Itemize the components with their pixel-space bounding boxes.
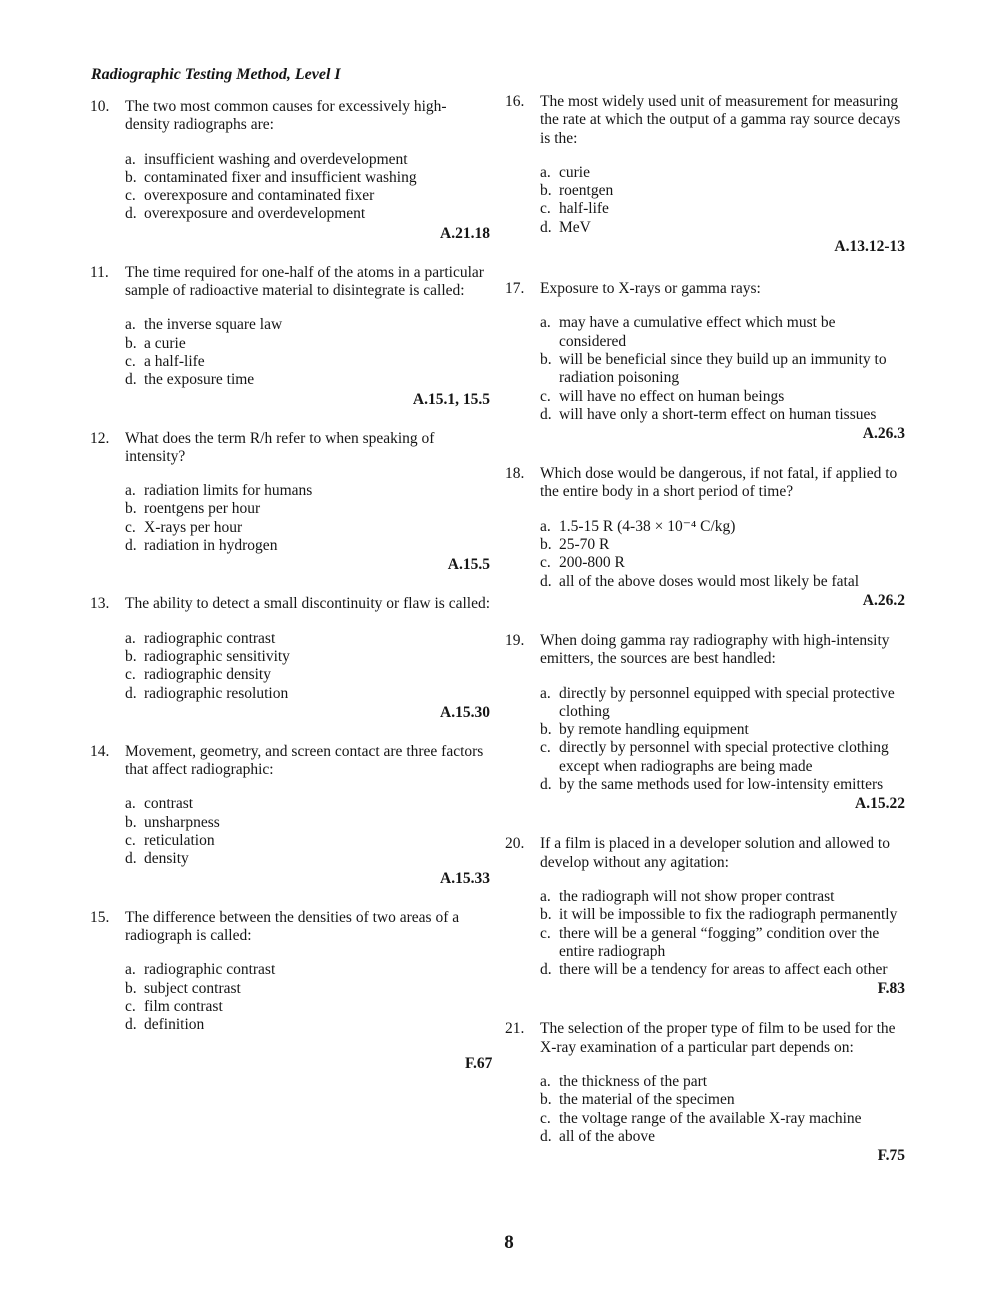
question-number: 10. — [90, 98, 110, 115]
option-letter: b. — [125, 334, 137, 352]
question-block — [505, 1020, 905, 1165]
option-letter: c. — [125, 518, 136, 536]
option-letter: d. — [125, 371, 137, 389]
question-text: Which dose would be dangerous, if not fatal, if applied to the entire body in a short period of time? — [540, 465, 898, 501]
question-block — [505, 465, 905, 610]
answer-option — [540, 573, 905, 591]
option-text: definition — [144, 1016, 205, 1034]
option-text: radiographic sensitivity — [144, 647, 290, 665]
question-text: The most widely used unit of measurement for measuring the rate at which the output of a gamma ray source decays is the: — [540, 93, 901, 147]
option-text: 25-70 R — [559, 536, 610, 554]
option-letter: a. — [125, 629, 136, 647]
answer-option — [125, 187, 490, 205]
answer-option — [125, 980, 490, 998]
option-letter: a. — [125, 482, 136, 500]
option-text: a half-life — [144, 352, 205, 370]
option-text: by the same methods used for low-intensity emitters — [559, 776, 884, 794]
question-text: The two most common causes for excessively high-density radiographs are: — [125, 98, 447, 134]
answer-option — [125, 482, 490, 500]
option-letter: d. — [540, 572, 552, 590]
option-letter: c. — [540, 739, 551, 757]
option-text: 1.5-15 R (4-38 × 10⁻⁴ C/kg) — [559, 517, 736, 535]
page-number: 8 — [504, 1232, 514, 1253]
question-number: 20. — [505, 835, 525, 853]
option-text: subject contrast — [144, 979, 241, 997]
answer-reference: F.83 — [877, 980, 905, 998]
option-text: will be beneficial since they build up an immunity to radiation poisoning — [559, 350, 887, 387]
answer-reference: A.15.5 — [447, 556, 490, 574]
answer-option — [540, 739, 905, 776]
question-block — [90, 98, 490, 243]
option-letter: a. — [540, 887, 551, 905]
question-block — [90, 595, 490, 721]
question-block — [90, 909, 490, 1035]
option-letter: c. — [540, 924, 551, 942]
option-text: all of the above — [559, 1127, 655, 1145]
option-text: reticulation — [144, 832, 215, 850]
option-text: radiographic contrast — [144, 961, 276, 979]
right-column — [505, 93, 905, 1165]
option-text: insufficient washing and overdevelopment — [144, 150, 408, 168]
option-letter: b. — [125, 813, 137, 831]
question-number: 19. — [505, 631, 525, 649]
answer-option — [540, 685, 905, 722]
option-letter: a. — [540, 1072, 551, 1090]
option-text: density — [144, 850, 189, 868]
option-text: may have a cumulative effect which must be considered — [559, 314, 836, 350]
question-block — [90, 264, 490, 409]
answer-option — [125, 353, 490, 371]
answer-option — [125, 169, 490, 187]
option-letter: d. — [125, 205, 137, 223]
question-block — [505, 835, 905, 998]
answer-option — [540, 961, 905, 979]
answer-options — [90, 482, 490, 555]
option-text: radiographic resolution — [144, 684, 289, 702]
option-text: will have only a short-term effect on human tissues — [559, 405, 877, 423]
question-text: Exposure to X-rays or gamma rays: — [540, 280, 761, 298]
option-text: the radiograph will not show proper contrast — [559, 887, 835, 905]
question-text: If a film is placed in a developer solution and allowed to develop without any agitation: — [540, 835, 890, 871]
option-letter: a. — [540, 684, 551, 702]
option-text: contaminated fixer and insufficient washing — [144, 168, 417, 186]
option-text: roentgens per hour — [144, 500, 261, 518]
option-text: it will be impossible to fix the radiograph permanently — [559, 906, 898, 924]
option-text: there will be a tendency for areas to affect each other — [559, 961, 888, 979]
option-letter: a. — [125, 316, 136, 334]
answer-options — [90, 316, 490, 389]
question-block — [505, 632, 905, 813]
option-letter: a. — [125, 961, 136, 979]
answer-option — [125, 648, 490, 666]
question-text: The difference between the densities of two areas of a radiograph is called: — [125, 908, 460, 944]
question-number: 15. — [90, 908, 110, 926]
option-text: overexposure and contaminated fixer — [144, 187, 375, 205]
option-letter: c. — [540, 554, 551, 572]
option-text: a curie — [144, 334, 186, 352]
answer-reference: A.26.3 — [862, 425, 905, 443]
option-text: the thickness of the part — [559, 1072, 708, 1090]
question-number: 16. — [505, 93, 525, 110]
option-text: will have no effect on human beings — [559, 387, 785, 405]
option-letter: b. — [125, 168, 137, 186]
option-text: unsharpness — [144, 813, 220, 831]
option-text: curie — [559, 163, 590, 181]
question-block — [90, 430, 490, 575]
option-letter: b. — [540, 906, 552, 924]
option-text: by remote handling equipment — [559, 721, 749, 739]
option-text: directly by personnel with special protective clothing except when radiographs are being made — [559, 739, 889, 775]
question-number: 13. — [90, 595, 110, 613]
answer-option — [540, 1110, 905, 1128]
option-letter: a. — [540, 314, 551, 332]
answer-option — [540, 906, 905, 924]
option-letter: b. — [540, 536, 552, 554]
left-column — [90, 98, 490, 1034]
option-text: contrast — [144, 795, 194, 813]
option-letter: b. — [540, 1091, 552, 1109]
option-letter: d. — [125, 684, 137, 702]
answer-option — [125, 685, 490, 703]
question-text: Movement, geometry, and screen contact are three factors that affect radiographic: — [125, 742, 484, 779]
answer-option — [125, 832, 490, 850]
option-letter: c. — [540, 387, 551, 405]
answer-option — [540, 888, 905, 906]
question-number: 17. — [505, 280, 525, 298]
option-text: the inverse square law — [144, 316, 283, 334]
option-letter: c. — [125, 352, 136, 370]
answer-option — [125, 335, 490, 353]
answer-option — [125, 1016, 490, 1034]
answer-options — [90, 630, 490, 703]
answer-option — [125, 205, 490, 223]
answer-options — [505, 888, 905, 979]
answer-reference: A.26.2 — [862, 591, 905, 609]
answer-option — [540, 164, 905, 182]
answer-option — [540, 776, 905, 794]
option-letter: b. — [125, 979, 137, 997]
answer-option — [540, 536, 905, 554]
question-block — [505, 280, 905, 443]
answer-reference: A.15.30 — [440, 703, 490, 721]
question-number: 14. — [90, 742, 110, 760]
answer-option — [540, 518, 905, 536]
option-letter: b. — [125, 500, 137, 518]
answer-option — [540, 925, 905, 962]
answer-option — [125, 630, 490, 648]
option-text: radiographic density — [144, 666, 271, 684]
answer-option — [125, 500, 490, 518]
question-number: 21. — [505, 1020, 525, 1038]
answer-option — [540, 1073, 905, 1091]
answer-option — [540, 182, 905, 200]
option-text: roentgen — [559, 182, 614, 200]
option-text: the exposure time — [144, 371, 255, 389]
answer-reference: A.15.1, 15.5 — [412, 390, 490, 408]
option-letter: b. — [540, 182, 552, 200]
answer-options — [90, 795, 490, 868]
answer-option — [125, 151, 490, 169]
option-text: radiographic contrast — [144, 629, 276, 647]
option-text: half-life — [559, 200, 609, 218]
answer-options — [505, 1073, 905, 1146]
option-letter: d. — [540, 1127, 552, 1145]
option-text: X-rays per hour — [144, 518, 243, 536]
answer-option — [125, 998, 490, 1016]
answer-option — [540, 314, 905, 351]
answer-reference: A.13.12-13 — [834, 238, 905, 256]
option-text: radiation limits for humans — [144, 482, 313, 500]
option-letter: c. — [125, 187, 136, 205]
answer-option — [540, 1128, 905, 1146]
question-number: 11. — [90, 263, 109, 281]
question-text: The selection of the proper type of film to be used for the X-ray examination of a particular part depends on: — [540, 1020, 896, 1056]
answer-options — [90, 151, 490, 224]
option-letter: d. — [540, 405, 552, 423]
answer-option — [540, 406, 905, 424]
option-text: overexposure and overdevelopment — [144, 205, 366, 223]
answer-option — [125, 371, 490, 389]
option-letter: b. — [540, 721, 552, 739]
question-text: The time required for one-half of the atoms in a particular sample of radioactive material to disintegrate is called: — [125, 263, 484, 300]
option-letter: d. — [540, 776, 552, 794]
option-text: all of the above doses would most likely be fatal — [559, 572, 860, 590]
option-letter: b. — [125, 647, 137, 665]
answer-option — [125, 316, 490, 334]
question-text: When doing gamma ray radiography with high-intensity emitters, the sources are best handled: — [540, 631, 890, 668]
option-letter: d. — [125, 850, 137, 868]
option-letter: d. — [540, 961, 552, 979]
option-text: the material of the specimen — [559, 1091, 735, 1109]
option-letter: d. — [125, 1016, 137, 1034]
question-block — [90, 743, 490, 888]
answer-option — [540, 721, 905, 739]
option-letter: a. — [125, 150, 136, 168]
option-text: radiation in hydrogen — [144, 537, 278, 555]
option-letter: a. — [125, 795, 136, 813]
option-text: directly by personnel equipped with special protective clothing — [559, 684, 895, 720]
answer-option — [540, 388, 905, 406]
option-text: 200-800 R — [559, 554, 625, 572]
option-letter: c. — [540, 1109, 551, 1127]
option-text: the voltage range of the available X-ray machine — [559, 1109, 862, 1127]
question-text: What does the term R/h refer to when speaking of intensity? — [125, 429, 435, 465]
answer-option — [540, 1091, 905, 1109]
answer-option — [540, 219, 905, 237]
answer-option — [540, 351, 905, 388]
answer-option — [540, 200, 905, 218]
answer-reference: A.15.33 — [440, 869, 490, 887]
option-letter: c. — [125, 666, 136, 684]
answer-option — [125, 961, 490, 979]
option-text: film contrast — [144, 997, 223, 1015]
answer-options — [505, 314, 905, 424]
answer-options — [505, 164, 905, 237]
question-text: The ability to detect a small discontinuity or flaw is called: — [125, 595, 491, 613]
answer-option — [125, 537, 490, 555]
option-letter: a. — [540, 163, 551, 181]
answer-options — [505, 685, 905, 795]
option-letter: d. — [540, 218, 552, 236]
option-letter: c. — [125, 997, 136, 1015]
option-letter: c. — [540, 200, 551, 218]
question-block — [505, 93, 905, 256]
answer-options — [505, 518, 905, 591]
option-letter: b. — [540, 350, 552, 368]
answer-reference: A.21.18 — [440, 224, 490, 242]
answer-reference: F.67 — [465, 1055, 493, 1072]
answer-option — [125, 850, 490, 868]
answer-option — [540, 554, 905, 572]
question-number: 18. — [505, 465, 525, 483]
answer-reference: F.75 — [877, 1147, 905, 1165]
answer-option — [125, 814, 490, 832]
page-header-title: Radiographic Testing Method, Level I — [91, 66, 341, 83]
option-letter: a. — [540, 517, 551, 535]
option-letter: d. — [125, 537, 137, 555]
option-text: MeV — [559, 218, 591, 236]
option-text: there will be a general “fogging” condition over the entire radiograph — [559, 924, 880, 960]
option-letter: c. — [125, 832, 136, 850]
answer-option — [125, 795, 490, 813]
answer-reference: A.15.22 — [855, 795, 905, 813]
answer-option — [125, 519, 490, 537]
question-number: 12. — [90, 429, 110, 447]
answer-options — [90, 961, 490, 1034]
answer-option — [125, 666, 490, 684]
